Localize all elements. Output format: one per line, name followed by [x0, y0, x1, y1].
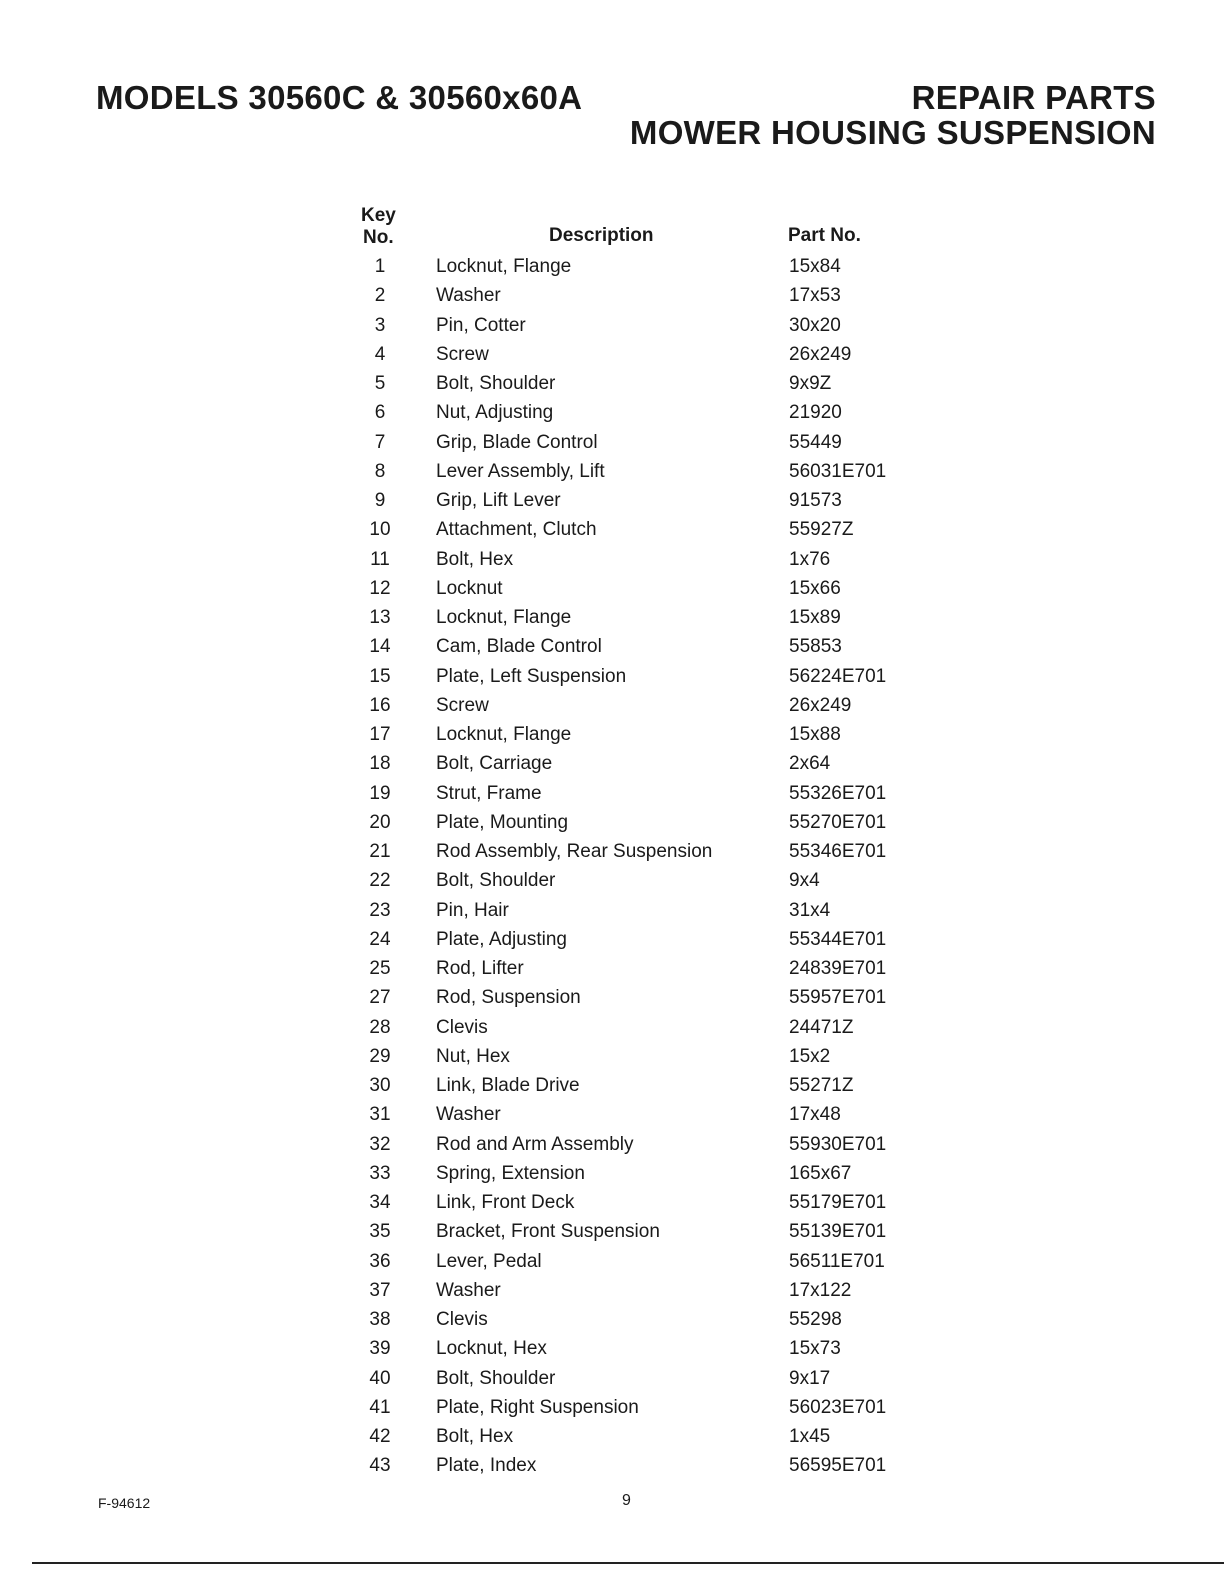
part-description: Bolt, Hex	[436, 1426, 514, 1447]
page-number: 9	[622, 1492, 631, 1509]
part-description: Locknut, Flange	[436, 724, 572, 745]
key-number: 9	[374, 490, 386, 511]
part-description: Rod Assembly, Rear Suspension	[436, 841, 713, 862]
part-description: Bolt, Shoulder	[436, 373, 556, 394]
part-description: Plate, Left Suspension	[436, 665, 627, 687]
part-description: Locknut, Flange	[436, 256, 572, 277]
table-row	[0, 252, 1224, 281]
part-description: Plate, Adjusting	[436, 928, 567, 950]
part-number: 15x88	[789, 724, 841, 745]
part-number: 31x4	[789, 899, 831, 921]
part-number: 56031E701	[789, 460, 887, 482]
part-description: Bolt, Carriage	[436, 753, 553, 775]
part-description: Locknut, Hex	[436, 1338, 547, 1360]
part-number: 1x45	[789, 1426, 831, 1447]
part-number: 24471Z	[789, 1016, 854, 1038]
table-row	[0, 662, 1224, 691]
key-number: 11	[370, 548, 390, 570]
key-number: 33	[369, 1162, 391, 1184]
key-number: 30	[369, 1075, 391, 1096]
table-row	[0, 1100, 1224, 1129]
part-description: Attachment, Clutch	[436, 519, 597, 541]
part-number: 56224E701	[789, 665, 887, 687]
part-description: Link, Blade Drive	[436, 1075, 580, 1096]
part-description: Cam, Blade Control	[436, 636, 602, 658]
part-description: Locknut	[436, 577, 503, 599]
table-row	[0, 545, 1224, 574]
key-number: 23	[369, 899, 391, 921]
part-number: 55344E701	[789, 928, 887, 950]
table-row	[0, 398, 1224, 427]
part-description: Washer	[436, 1104, 501, 1126]
table-row	[0, 1334, 1224, 1363]
table-row	[0, 428, 1224, 457]
section-title: REPAIR PARTS	[911, 79, 1156, 116]
table-row	[0, 1130, 1224, 1159]
form-number: F-94612	[98, 1495, 151, 1511]
part-description: Lever, Pedal	[436, 1250, 542, 1272]
part-description: Grip, Lift Lever	[436, 490, 561, 511]
part-number: 15x2	[789, 1045, 831, 1067]
part-number: 2x64	[789, 753, 831, 775]
column-header-key-line1: Key	[361, 205, 396, 226]
table-row	[0, 369, 1224, 398]
part-number: 55270E701	[789, 811, 887, 833]
part-description: Plate, Right Suspension	[436, 1396, 639, 1418]
column-header-description: Description	[549, 225, 654, 246]
part-description: Pin, Cotter	[436, 314, 526, 336]
table-row	[0, 1393, 1224, 1422]
part-number: 55326E701	[789, 782, 887, 804]
key-number: 34	[369, 1192, 391, 1213]
part-description: Link, Front Deck	[436, 1192, 575, 1213]
table-row	[0, 983, 1224, 1012]
table-row	[0, 691, 1224, 720]
part-number: 17x48	[789, 1104, 841, 1126]
column-header-part-no: Part No.	[788, 225, 861, 246]
key-number: 25	[369, 958, 391, 979]
table-row	[0, 515, 1224, 544]
part-description: Screw	[436, 694, 489, 716]
key-number: 38	[369, 1309, 391, 1330]
part-description: Bolt, Shoulder	[436, 1367, 556, 1389]
part-number: 55346E701	[789, 841, 887, 862]
key-number: 15	[369, 665, 391, 687]
part-number: 56511E701	[789, 1250, 885, 1272]
part-number: 15x89	[789, 607, 841, 628]
part-description: Bolt, Shoulder	[436, 870, 556, 892]
part-description: Nut, Hex	[436, 1045, 510, 1067]
table-row	[0, 866, 1224, 895]
part-number: 55449	[789, 431, 842, 453]
part-number: 15x66	[789, 577, 841, 599]
part-number: 55927Z	[789, 519, 854, 541]
key-number: 6	[374, 402, 386, 424]
table-row	[0, 1042, 1224, 1071]
part-number: 56023E701	[789, 1396, 887, 1418]
table-row	[0, 574, 1224, 603]
part-description: Lever Assembly, Lift	[436, 460, 605, 482]
part-number: 15x73	[789, 1338, 841, 1360]
key-number: 28	[369, 1016, 391, 1038]
part-description: Rod, Suspension	[436, 987, 581, 1009]
part-number: 55139E701	[789, 1221, 887, 1243]
part-description: Clevis	[436, 1016, 488, 1038]
key-number: 13	[369, 607, 391, 628]
table-row	[0, 1159, 1224, 1188]
part-description: Clevis	[436, 1309, 488, 1330]
table-row	[0, 720, 1224, 749]
part-description: Plate, Mounting	[436, 811, 569, 833]
table-row	[0, 1247, 1224, 1276]
part-description: Bolt, Hex	[436, 548, 514, 570]
key-number: 41	[369, 1396, 391, 1418]
part-number: 24839E701	[789, 958, 887, 979]
part-number: 9x9Z	[789, 373, 832, 394]
table-row	[0, 925, 1224, 954]
table-row	[0, 896, 1224, 925]
table-row	[0, 1013, 1224, 1042]
table-row	[0, 632, 1224, 661]
table-row	[0, 311, 1224, 340]
key-number: 27	[369, 987, 391, 1009]
table-row	[0, 1305, 1224, 1334]
key-number: 39	[369, 1338, 391, 1360]
part-number: 17x122	[789, 1279, 852, 1301]
bottom-rule	[32, 1562, 1224, 1564]
table-row	[0, 1451, 1224, 1480]
key-number: 2	[374, 285, 386, 307]
column-header-key-line2: No.	[363, 227, 394, 248]
part-description: Rod, Lifter	[436, 958, 524, 979]
part-number: 55271Z	[789, 1075, 854, 1096]
key-number: 3	[374, 314, 386, 336]
part-number: 55179E701	[789, 1192, 887, 1213]
models-title: MODELS 30560C & 30560x60A	[96, 79, 583, 116]
parts-list	[0, 252, 1224, 1481]
part-number: 30x20	[789, 314, 841, 336]
key-number: 43	[369, 1455, 391, 1477]
key-number: 29	[369, 1045, 391, 1067]
part-description: Screw	[436, 343, 489, 365]
key-number: 40	[369, 1367, 391, 1389]
part-number: 55298	[789, 1309, 842, 1330]
part-number: 9x17	[789, 1367, 831, 1389]
table-row	[0, 1276, 1224, 1305]
key-number: 10	[369, 519, 391, 541]
part-number: 91573	[789, 490, 842, 511]
part-description: Locknut, Flange	[436, 607, 572, 628]
key-number: 14	[369, 636, 391, 658]
part-number: 17x53	[789, 285, 841, 307]
key-number: 31	[369, 1104, 391, 1126]
key-number: 37	[369, 1279, 391, 1301]
key-number: 5	[374, 373, 386, 394]
table-row	[0, 808, 1224, 837]
key-number: 24	[369, 928, 391, 950]
table-row	[0, 1071, 1224, 1100]
part-description: Washer	[436, 285, 501, 307]
part-number: 26x249	[789, 343, 852, 365]
key-number: 20	[369, 811, 391, 833]
part-number: 165x67	[789, 1162, 852, 1184]
part-number: 21920	[789, 402, 842, 424]
part-description: Spring, Extension	[436, 1162, 585, 1184]
table-row	[0, 1364, 1224, 1393]
key-number: 19	[369, 782, 391, 804]
table-row	[0, 486, 1224, 515]
key-number: 7	[374, 431, 386, 453]
part-description: Plate, Index	[436, 1455, 537, 1477]
part-description: Strut, Frame	[436, 782, 542, 804]
table-row	[0, 603, 1224, 632]
key-number: 42	[369, 1426, 391, 1447]
key-number: 18	[369, 753, 391, 775]
table-row	[0, 340, 1224, 369]
table-row	[0, 1188, 1224, 1217]
key-number: 17	[369, 724, 391, 745]
key-number: 36	[369, 1250, 391, 1272]
part-description: Pin, Hair	[436, 899, 509, 921]
key-number: 12	[369, 577, 391, 599]
part-number: 15x84	[789, 256, 841, 277]
part-description: Washer	[436, 1279, 501, 1301]
key-number: 21	[369, 841, 391, 862]
part-number: 26x249	[789, 694, 852, 716]
table-row	[0, 281, 1224, 310]
part-number: 56595E701	[789, 1455, 887, 1477]
table-row	[0, 1217, 1224, 1246]
table-row	[0, 779, 1224, 808]
key-number: 16	[369, 694, 391, 716]
part-number: 1x76	[789, 548, 831, 570]
key-number: 35	[369, 1221, 391, 1243]
part-number: 55853	[789, 636, 842, 658]
table-row	[0, 749, 1224, 778]
key-number: 4	[374, 343, 386, 365]
part-number: 9x4	[789, 870, 820, 892]
table-row	[0, 954, 1224, 983]
part-description: Grip, Blade Control	[436, 431, 598, 453]
table-row	[0, 1422, 1224, 1451]
part-number: 55930E701	[789, 1133, 887, 1155]
table-row	[0, 837, 1224, 866]
part-description: Nut, Adjusting	[436, 402, 554, 424]
key-number: 1	[374, 256, 386, 277]
part-description: Bracket, Front Suspension	[436, 1221, 660, 1243]
part-description: Rod and Arm Assembly	[436, 1133, 634, 1155]
subsection-title: MOWER HOUSING SUSPENSION	[629, 114, 1156, 151]
part-number: 55957E701	[789, 987, 887, 1009]
key-number: 32	[369, 1133, 391, 1155]
key-number: 22	[369, 870, 391, 892]
key-number: 8	[374, 460, 386, 482]
table-row	[0, 457, 1224, 486]
